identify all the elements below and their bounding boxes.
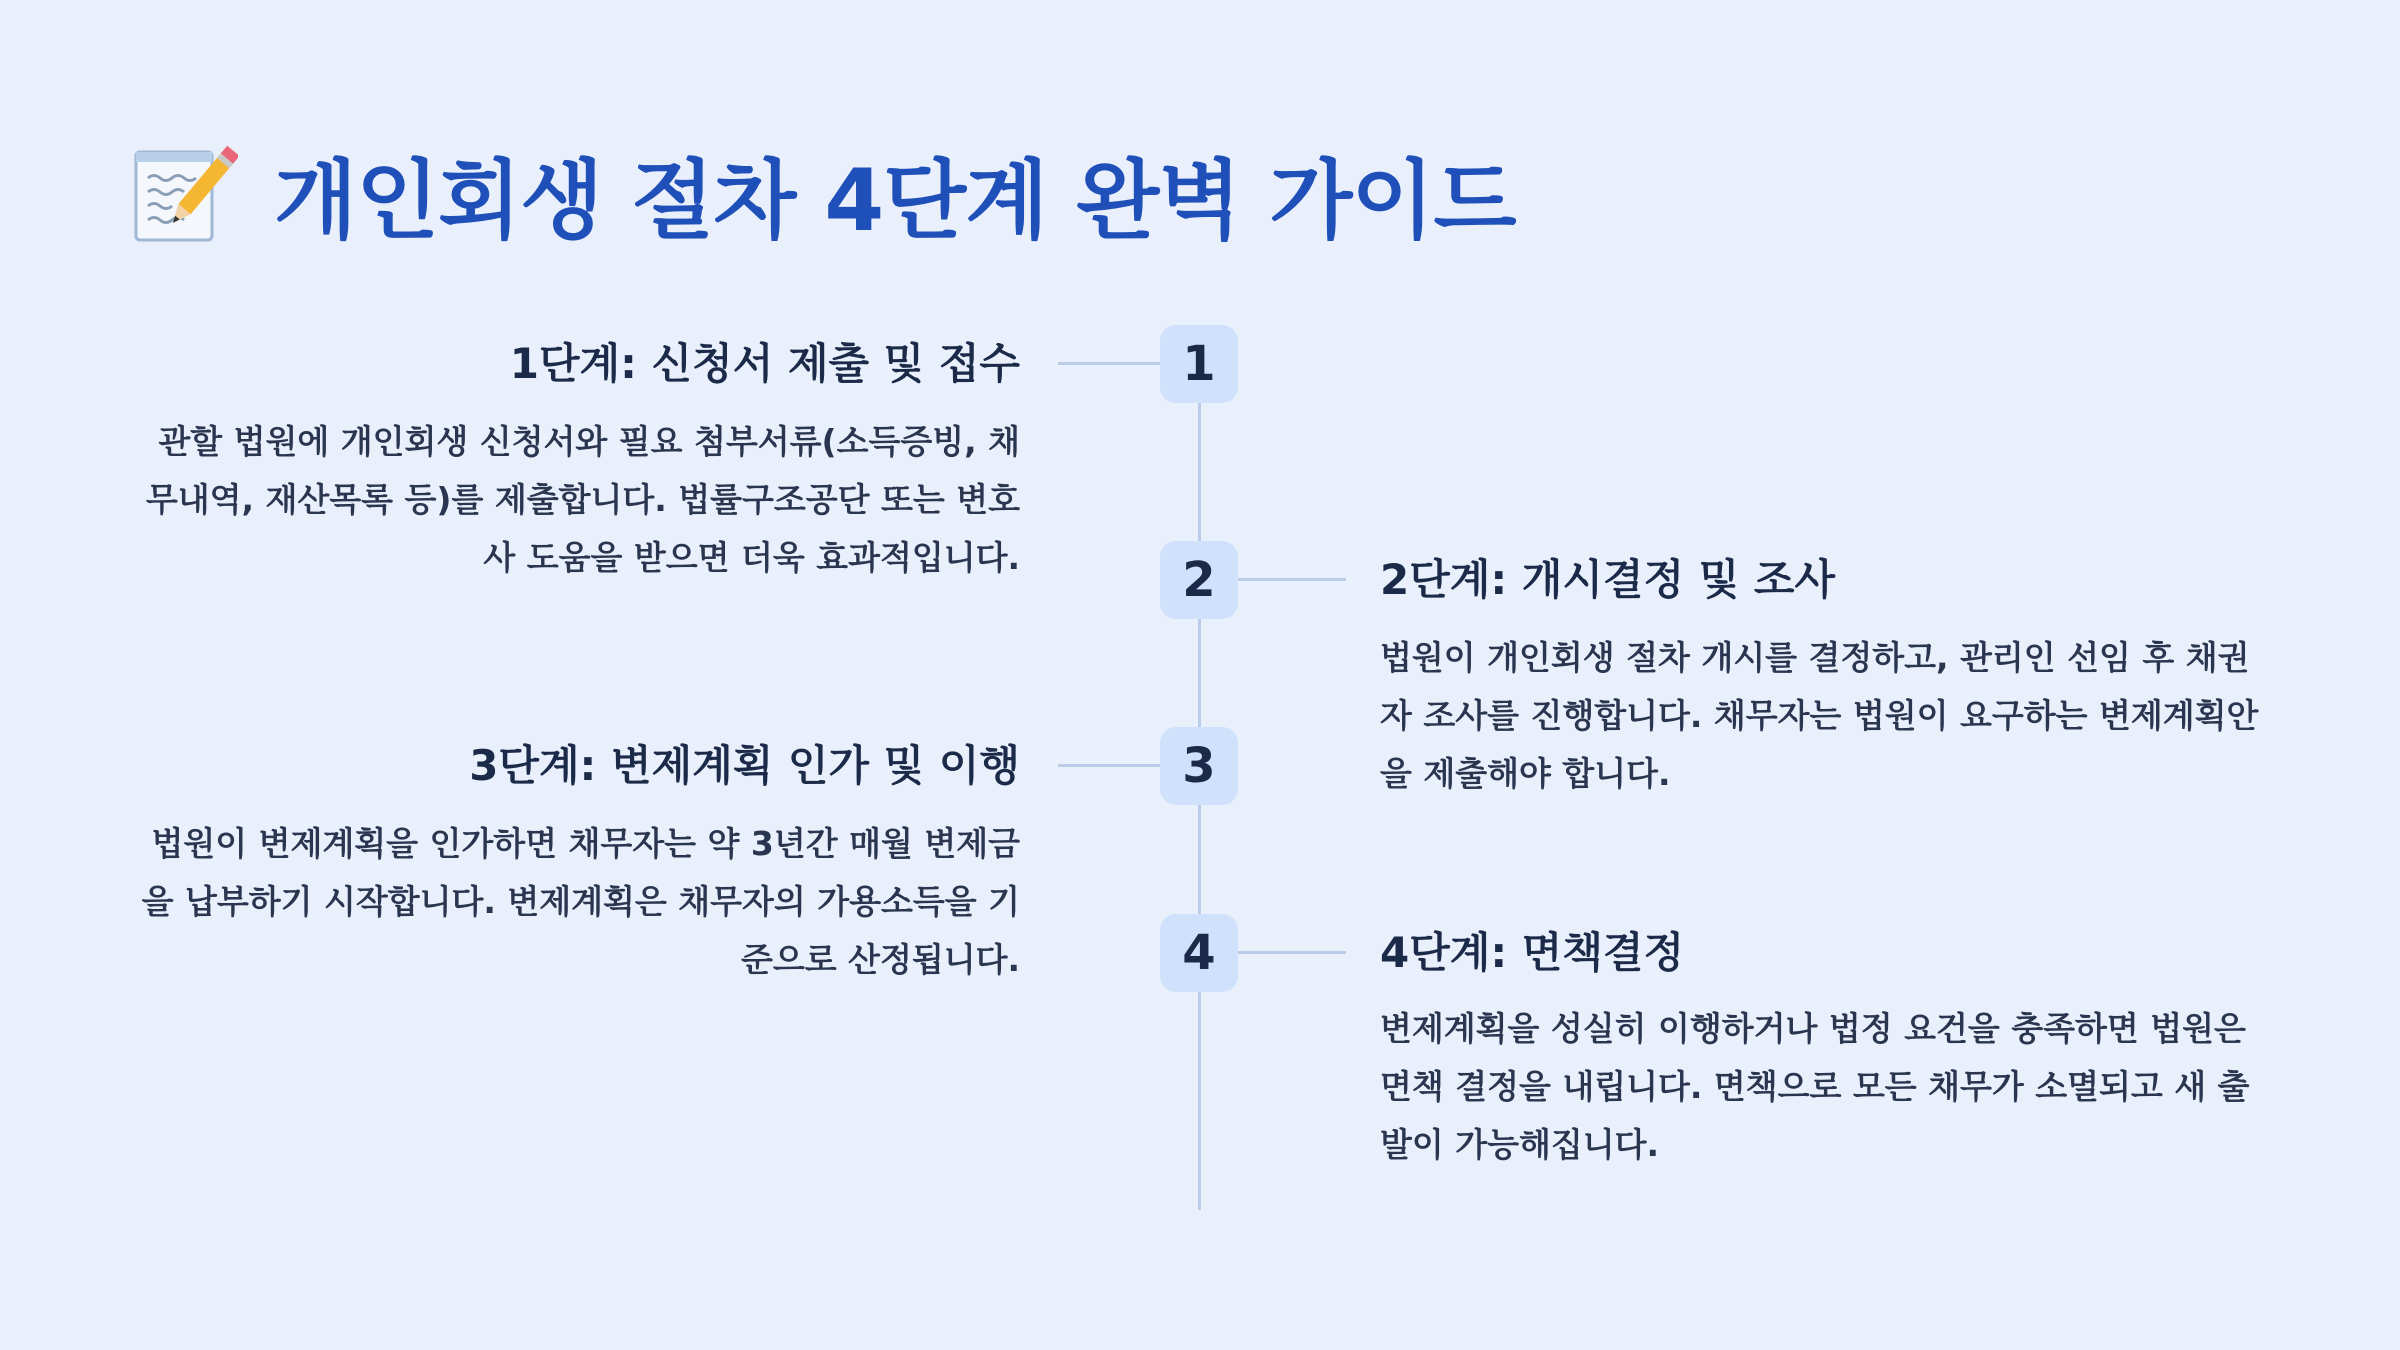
step-1-title: 1단계: 신청서 제출 및 접수 [509,339,1020,388]
title-text: 개인회생 절차 4단계 완벽 가이드 [274,151,1516,251]
step-1-connector [1058,362,1168,365]
page-title [128,130,1516,256]
step-4-badge: 4 [1160,914,1238,992]
step-1-badge: 1 [1160,325,1238,403]
memo-pencil-icon [128,138,238,248]
step-2-badge: 2 [1160,541,1238,619]
step-3-connector [1058,764,1168,767]
step-3-title: 3단계: 변제계획 인가 및 이행 [469,741,1020,790]
step-4-title: 4단계: 면책결정 [1380,928,1685,977]
step-3-description: 법원이 변제계획을 인가하면 채무자는 약 3년간 매월 변제금을 납부하기 시작합니다. 변제계획은 채무자의 가용소득을 기준으로 산정됩니다. [141,824,1020,979]
step-2-connector [1238,578,1346,581]
step-4-description: 변제계획을 성실히 이행하거나 법정 요건을 충족하면 법원은 면책 결정을 내립니다. 면책으로 모든 채무가 소멸되고 새 출발이 가능해집니다. [1380,1009,2250,1164]
step-2-description: 법원이 개인회생 절차 개시를 결정하고, 관리인 선임 후 채권자 조사를 진행합니다. 채무자는 법원이 요구하는 변제계획안을 제출해야 합니다. [1380,638,2259,793]
step-1-description: 관할 법원에 개인회생 신청서와 필요 첨부서류(소득증빙, 채무내역, 재산목록 등)를 제출합니다. 법률구조공단 또는 변호사 도움을 받으면 더욱 효과적입니다. [145,422,1020,577]
step-4-connector [1238,951,1346,954]
step-3-badge: 3 [1160,727,1238,805]
step-2-title: 2단계: 개시결정 및 조사 [1380,555,1836,604]
